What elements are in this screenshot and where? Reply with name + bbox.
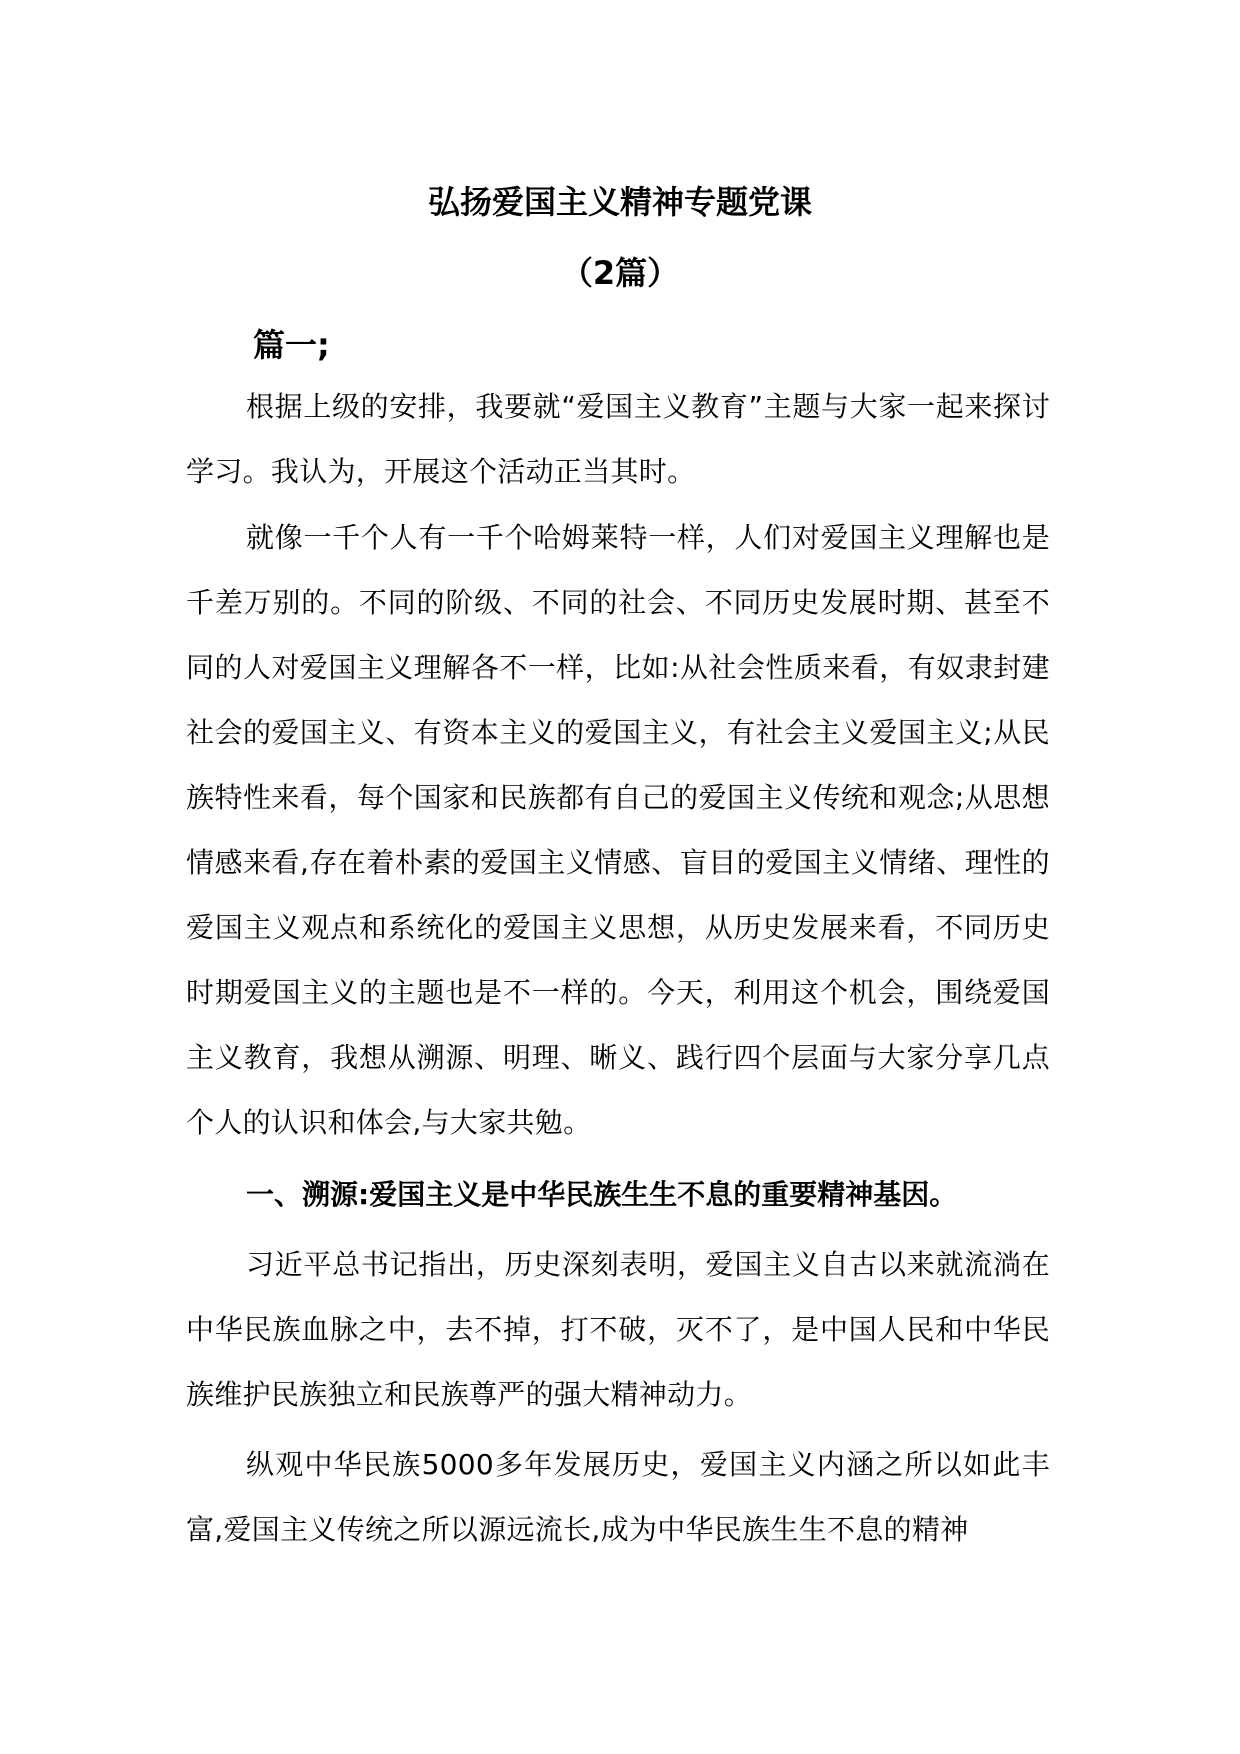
paragraph-3: 习近平总书记指出，历史深刻表明，爱国主义自古以来就流淌在中华民族血脉之中，去不掉，打不破，灭不了，是中国人民和中华民族维护民族独立和民族尊严的强大精神动力。 [186, 1248, 1050, 1411]
section-label: 篇一; [253, 326, 330, 364]
paragraph-4: 纵观中华民族5000多年发展历史，爱国主义内涵之所以如此丰富,爱国主义传统之所以源远流长,成为中华民族生生不息的精神 [186, 1448, 1050, 1546]
paragraph-1: 根据上级的安排，我要就“爱国主义教育”主题与大家一起来探讨学习。我认为，开展这个活动正当其时。 [186, 390, 1050, 488]
paragraph-2: 就像一千个人有一千个哈姆莱特一样，人们对爱国主义理解也是千差万别的。不同的阶级、不同的社会、不同历史发展时期、甚至不同的人对爱国主义理解各不一样，比如:从社会性质来看，有奴隶封建社会的爱国主义、有资本主义的爱国主义，有社会主义爱国主义;从民族特性来看，每个国家和民族都有自己的爱国主义传统和观念;从思想情感来看,存在着朴素的爱国主义情感、盲目的爱国主义情绪、理性的爱国主义观点和系统化的爱国主义思想，从历史发展来看，不同历史时期爱国主义的主题也是不一样的。今天，利用这个机会，围绕爱国主义教育，我想从溯源、明理、晰义、践行四个层面与大家分享几点个人的认识和体会,与大家共勉。 [186, 521, 1050, 1139]
document-title: 弘扬爱国主义精神专题党课 [427, 183, 812, 221]
document-subtitle: （2篇） [560, 254, 680, 292]
heading-1: 一、溯源:爱国主义是中华民族生生不息的重要精神基因。 [246, 1178, 958, 1211]
